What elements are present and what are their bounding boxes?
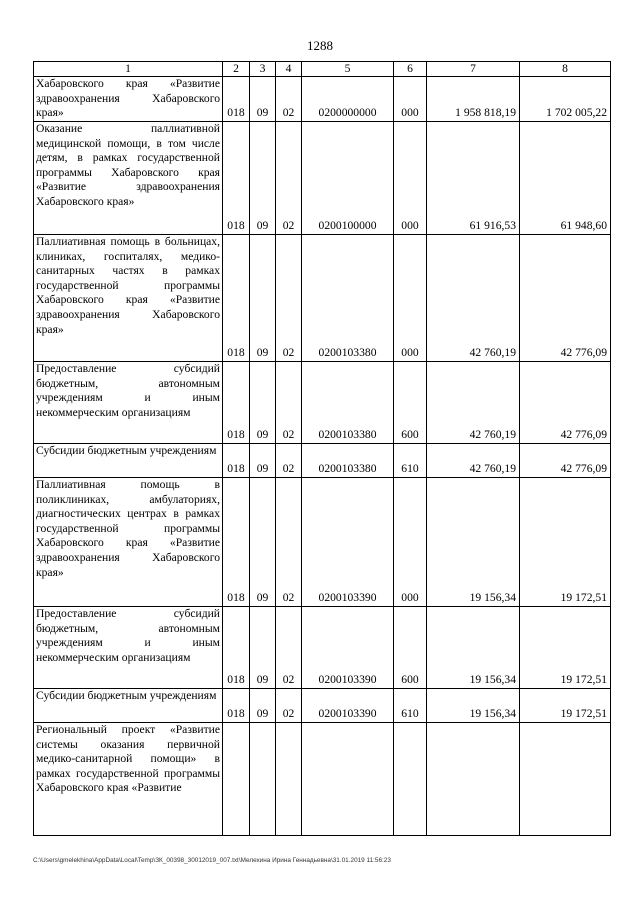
cell-amount-1: 42 760,19 — [427, 444, 520, 478]
cell-ministry: 018 — [223, 607, 250, 689]
cell-amount-2: 42 776,09 — [520, 362, 611, 444]
cell-subsection: 02 — [276, 362, 302, 444]
footer-file-path: C:\Users\gmelekhina\AppData\Local\Temp\ЗК_00398_30012019_007.txt\Мелехина Ирина Геннадьевна\31.01.2019 11:56:23 — [33, 857, 391, 864]
cell-subsection: 02 — [276, 122, 302, 235]
cell-amount-1: 42 760,19 — [427, 362, 520, 444]
cell-amount-1: 1 958 818,19 — [427, 77, 520, 122]
cell-expense-type: 610 — [394, 444, 427, 478]
cell-amount-1: 19 156,34 — [427, 478, 520, 607]
cell-section: 09 — [250, 235, 276, 362]
cell-amount-2 — [520, 723, 611, 836]
table-row — [34, 607, 611, 689]
cell-section: 09 — [250, 122, 276, 235]
cell-target-article: 0200103380 — [302, 235, 394, 362]
header-col-8: 8 — [520, 62, 611, 77]
cell-section: 09 — [250, 607, 276, 689]
cell-subsection: 02 — [276, 77, 302, 122]
cell-section: 09 — [250, 478, 276, 607]
cell-amount-2: 19 172,51 — [520, 607, 611, 689]
cell-section — [250, 723, 276, 836]
header-col-7: 7 — [427, 62, 520, 77]
row-name: Хабаровского края «Развитие здравоохранения Хабаровского края» — [34, 77, 223, 122]
cell-ministry: 018 — [223, 362, 250, 444]
cell-amount-1: 61 916,53 — [427, 122, 520, 235]
table-row — [34, 444, 611, 478]
cell-ministry: 018 — [223, 235, 250, 362]
cell-ministry: 018 — [223, 77, 250, 122]
header-col-1: 1 — [34, 62, 223, 77]
row-name: Паллиативная помощь в больницах, клиниках, госпиталях, медико-санитарных частях в рамках государственной программы Хабаровского края «Развитие здравоохранения Хабаровского края» — [34, 235, 223, 362]
cell-ministry: 018 — [223, 478, 250, 607]
cell-expense-type: 000 — [394, 478, 427, 607]
cell-amount-2: 61 948,60 — [520, 122, 611, 235]
table-row — [34, 478, 611, 607]
cell-ministry: 018 — [223, 689, 250, 723]
cell-expense-type — [394, 723, 427, 836]
cell-ministry: 018 — [223, 444, 250, 478]
table-row — [34, 362, 611, 444]
cell-section: 09 — [250, 444, 276, 478]
cell-subsection: 02 — [276, 607, 302, 689]
cell-amount-1: 42 760,19 — [427, 235, 520, 362]
row-name: Субсидии бюджетным учреждениям — [34, 444, 223, 478]
cell-amount-2: 19 172,51 — [520, 689, 611, 723]
cell-amount-2: 19 172,51 — [520, 478, 611, 607]
header-col-5: 5 — [302, 62, 394, 77]
table-row — [34, 122, 611, 235]
cell-ministry: 018 — [223, 122, 250, 235]
cell-amount-1 — [427, 723, 520, 836]
table-row — [34, 77, 611, 122]
header-col-3: 3 — [250, 62, 276, 77]
row-name: Субсидии бюджетным учреждениям — [34, 689, 223, 723]
cell-target-article: 0200103380 — [302, 444, 394, 478]
cell-amount-2: 42 776,09 — [520, 444, 611, 478]
header-col-6: 6 — [394, 62, 427, 77]
cell-target-article — [302, 723, 394, 836]
cell-subsection — [276, 723, 302, 836]
cell-subsection: 02 — [276, 444, 302, 478]
header-col-2: 2 — [223, 62, 250, 77]
cell-ministry — [223, 723, 250, 836]
cell-subsection: 02 — [276, 689, 302, 723]
table-row — [34, 723, 611, 836]
cell-subsection: 02 — [276, 478, 302, 607]
cell-amount-1: 19 156,34 — [427, 689, 520, 723]
header-col-4: 4 — [276, 62, 302, 77]
cell-target-article: 0200000000 — [302, 77, 394, 122]
row-name: Предоставление субсидий бюджетным, автономным учреждениям и иным некоммерческим организациям — [34, 362, 223, 444]
cell-expense-type: 000 — [394, 77, 427, 122]
cell-expense-type: 000 — [394, 122, 427, 235]
cell-expense-type: 600 — [394, 607, 427, 689]
row-name: Предоставление субсидий бюджетным, автономным учреждениям и иным некоммерческим организациям — [34, 607, 223, 689]
row-name: Региональный проект «Развитие системы оказания первичной медико-санитарной помощи» в рамках государственной программы Хабаровского края «Развитие — [34, 723, 223, 836]
budget-table — [33, 61, 611, 836]
row-name: Оказание паллиативной медицинской помощи, в том числе детям, в рамках государственной программы Хабаровского края «Развитие здравоохранения Хабаровского края» — [34, 122, 223, 235]
row-name: Паллиативная помощь в поликлиниках, амбулаториях, диагностических центрах в рамках государственной программы Хабаровского края «Развитие здравоохранения Хабаровского края» — [34, 478, 223, 607]
cell-expense-type: 000 — [394, 235, 427, 362]
cell-subsection: 02 — [276, 235, 302, 362]
cell-section: 09 — [250, 689, 276, 723]
cell-target-article: 0200103380 — [302, 362, 394, 444]
cell-target-article: 0200103390 — [302, 607, 394, 689]
cell-target-article: 0200103390 — [302, 478, 394, 607]
table-row — [34, 235, 611, 362]
cell-section: 09 — [250, 362, 276, 444]
cell-expense-type: 600 — [394, 362, 427, 444]
cell-expense-type: 610 — [394, 689, 427, 723]
table-row — [34, 689, 611, 723]
cell-section: 09 — [250, 77, 276, 122]
cell-amount-2: 1 702 005,22 — [520, 77, 611, 122]
header-row — [34, 62, 611, 77]
page-number: 1288 — [307, 38, 333, 53]
cell-target-article: 0200100000 — [302, 122, 394, 235]
cell-target-article: 0200103390 — [302, 689, 394, 723]
cell-amount-1: 19 156,34 — [427, 607, 520, 689]
cell-amount-2: 42 776,09 — [520, 235, 611, 362]
